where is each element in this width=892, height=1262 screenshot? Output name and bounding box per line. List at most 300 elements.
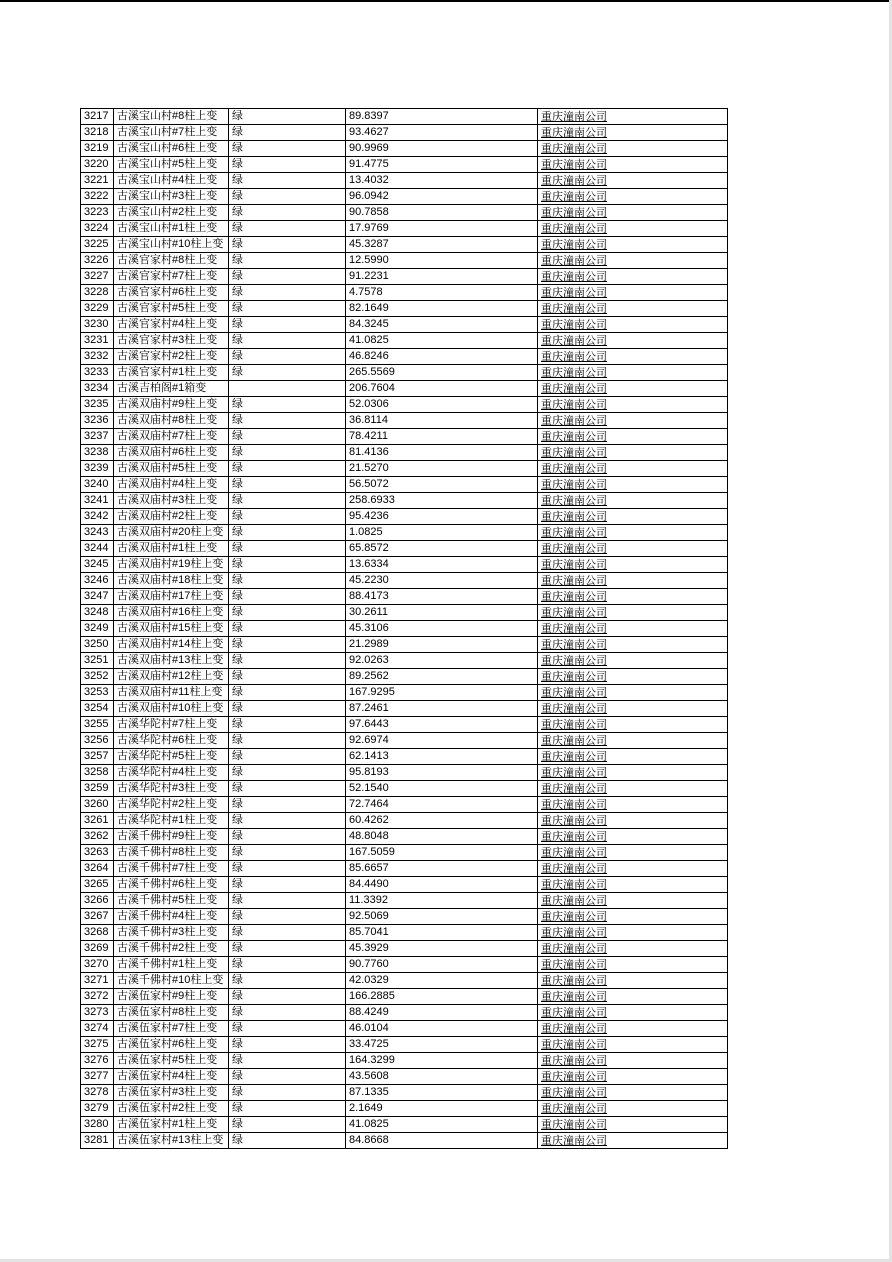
company-cell[interactable]: 重庆潼南公司 [538,1053,728,1069]
row-id-cell[interactable]: 3220 [81,157,114,173]
value-cell[interactable]: 36.8114 [346,413,538,429]
company-cell[interactable]: 重庆潼南公司 [538,141,728,157]
row-id-cell[interactable]: 3233 [81,365,114,381]
row-id-cell[interactable]: 3244 [81,541,114,557]
row-id-cell[interactable]: 3272 [81,989,114,1005]
company-cell[interactable]: 重庆潼南公司 [538,573,728,589]
row-id-cell[interactable]: 3267 [81,909,114,925]
row-id-cell[interactable]: 3279 [81,1101,114,1117]
value-cell[interactable]: 46.8246 [346,349,538,365]
station-name-cell[interactable]: 古溪宝山村#2柱上变 [114,205,229,221]
company-cell[interactable]: 重庆潼南公司 [538,189,728,205]
value-cell[interactable]: 81.4136 [346,445,538,461]
company-cell[interactable]: 重庆潼南公司 [538,237,728,253]
row-id-cell[interactable]: 3278 [81,1085,114,1101]
value-cell[interactable]: 82.1649 [346,301,538,317]
status-cell[interactable]: 绿 [229,301,346,317]
row-id-cell[interactable]: 3232 [81,349,114,365]
value-cell[interactable]: 84.3245 [346,317,538,333]
status-cell[interactable]: 绿 [229,733,346,749]
company-cell[interactable]: 重庆潼南公司 [538,1021,728,1037]
status-cell[interactable]: 绿 [229,125,346,141]
row-id-cell[interactable]: 3252 [81,669,114,685]
station-name-cell[interactable]: 古溪伍家村#9柱上变 [114,989,229,1005]
row-id-cell[interactable]: 3221 [81,173,114,189]
station-name-cell[interactable]: 古溪宝山村#5柱上变 [114,157,229,173]
value-cell[interactable]: 89.8397 [346,109,538,125]
status-cell[interactable]: 绿 [229,365,346,381]
row-id-cell[interactable]: 3235 [81,397,114,413]
company-cell[interactable]: 重庆潼南公司 [538,429,728,445]
status-cell[interactable]: 绿 [229,109,346,125]
status-cell[interactable]: 绿 [229,541,346,557]
station-name-cell[interactable]: 古溪千佛村#6柱上变 [114,877,229,893]
company-cell[interactable]: 重庆潼南公司 [538,477,728,493]
station-name-cell[interactable]: 古溪宝山村#1柱上变 [114,221,229,237]
status-cell[interactable] [229,381,346,397]
status-cell[interactable]: 绿 [229,765,346,781]
station-name-cell[interactable]: 古溪千佛村#7柱上变 [114,861,229,877]
company-cell[interactable]: 重庆潼南公司 [538,333,728,349]
company-cell[interactable]: 重庆潼南公司 [538,989,728,1005]
row-id-cell[interactable]: 3251 [81,653,114,669]
status-cell[interactable]: 绿 [229,605,346,621]
status-cell[interactable]: 绿 [229,1117,346,1133]
row-id-cell[interactable]: 3230 [81,317,114,333]
row-id-cell[interactable]: 3280 [81,1117,114,1133]
station-name-cell[interactable]: 古溪伍家村#4柱上变 [114,1069,229,1085]
status-cell[interactable]: 绿 [229,893,346,909]
station-name-cell[interactable]: 古溪官家村#5柱上变 [114,301,229,317]
station-name-cell[interactable]: 古溪伍家村#5柱上变 [114,1053,229,1069]
value-cell[interactable]: 42.0329 [346,973,538,989]
value-cell[interactable]: 93.4627 [346,125,538,141]
row-id-cell[interactable]: 3248 [81,605,114,621]
row-id-cell[interactable]: 3238 [81,445,114,461]
row-id-cell[interactable]: 3273 [81,1005,114,1021]
status-cell[interactable]: 绿 [229,957,346,973]
station-name-cell[interactable]: 古溪千佛村#1柱上变 [114,957,229,973]
station-name-cell[interactable]: 古溪华陀村#7柱上变 [114,717,229,733]
company-cell[interactable]: 重庆潼南公司 [538,157,728,173]
status-cell[interactable]: 绿 [229,797,346,813]
value-cell[interactable]: 87.2461 [346,701,538,717]
row-id-cell[interactable]: 3247 [81,589,114,605]
station-name-cell[interactable]: 古溪华陀村#5柱上变 [114,749,229,765]
station-name-cell[interactable]: 古溪华陀村#1柱上变 [114,813,229,829]
station-name-cell[interactable]: 古溪宝山村#3柱上变 [114,189,229,205]
row-id-cell[interactable]: 3219 [81,141,114,157]
value-cell[interactable]: 91.2231 [346,269,538,285]
company-cell[interactable]: 重庆潼南公司 [538,749,728,765]
value-cell[interactable]: 17.9769 [346,221,538,237]
station-name-cell[interactable]: 古溪千佛村#8柱上变 [114,845,229,861]
value-cell[interactable]: 62.1413 [346,749,538,765]
value-cell[interactable]: 13.4032 [346,173,538,189]
value-cell[interactable]: 91.4775 [346,157,538,173]
station-name-cell[interactable]: 古溪双庙村#5柱上变 [114,461,229,477]
status-cell[interactable]: 绿 [229,397,346,413]
row-id-cell[interactable]: 3226 [81,253,114,269]
row-id-cell[interactable]: 3239 [81,461,114,477]
value-cell[interactable]: 258.6933 [346,493,538,509]
row-id-cell[interactable]: 3265 [81,877,114,893]
row-id-cell[interactable]: 3241 [81,493,114,509]
company-cell[interactable]: 重庆潼南公司 [538,605,728,621]
value-cell[interactable]: 4.7578 [346,285,538,301]
station-name-cell[interactable]: 古溪官家村#1柱上变 [114,365,229,381]
station-name-cell[interactable]: 古溪伍家村#2柱上变 [114,1101,229,1117]
status-cell[interactable]: 绿 [229,1037,346,1053]
row-id-cell[interactable]: 3253 [81,685,114,701]
row-id-cell[interactable]: 3246 [81,573,114,589]
company-cell[interactable]: 重庆潼南公司 [538,829,728,845]
status-cell[interactable]: 绿 [229,813,346,829]
status-cell[interactable]: 绿 [229,909,346,925]
status-cell[interactable]: 绿 [229,589,346,605]
status-cell[interactable]: 绿 [229,973,346,989]
row-id-cell[interactable]: 3255 [81,717,114,733]
status-cell[interactable]: 绿 [229,1085,346,1101]
row-id-cell[interactable]: 3264 [81,861,114,877]
value-cell[interactable]: 90.7858 [346,205,538,221]
status-cell[interactable]: 绿 [229,749,346,765]
value-cell[interactable]: 90.7760 [346,957,538,973]
row-id-cell[interactable]: 3257 [81,749,114,765]
status-cell[interactable]: 绿 [229,701,346,717]
value-cell[interactable]: 46.0104 [346,1021,538,1037]
company-cell[interactable]: 重庆潼南公司 [538,733,728,749]
status-cell[interactable]: 绿 [229,445,346,461]
station-name-cell[interactable]: 古溪千佛村#2柱上变 [114,941,229,957]
company-cell[interactable]: 重庆潼南公司 [538,1085,728,1101]
row-id-cell[interactable]: 3263 [81,845,114,861]
company-cell[interactable]: 重庆潼南公司 [538,509,728,525]
value-cell[interactable]: 84.4490 [346,877,538,893]
status-cell[interactable]: 绿 [229,669,346,685]
company-cell[interactable]: 重庆潼南公司 [538,653,728,669]
station-name-cell[interactable]: 古溪双庙村#1柱上变 [114,541,229,557]
company-cell[interactable]: 重庆潼南公司 [538,397,728,413]
company-cell[interactable]: 重庆潼南公司 [538,1069,728,1085]
station-name-cell[interactable]: 古溪双庙村#6柱上变 [114,445,229,461]
company-cell[interactable]: 重庆潼南公司 [538,701,728,717]
status-cell[interactable]: 绿 [229,429,346,445]
station-name-cell[interactable]: 古溪双庙村#18柱上变 [114,573,229,589]
value-cell[interactable]: 65.8572 [346,541,538,557]
row-id-cell[interactable]: 3222 [81,189,114,205]
row-id-cell[interactable]: 3260 [81,797,114,813]
status-cell[interactable]: 绿 [229,509,346,525]
row-id-cell[interactable]: 3225 [81,237,114,253]
station-name-cell[interactable]: 古溪双庙村#10柱上变 [114,701,229,717]
value-cell[interactable]: 87.1335 [346,1085,538,1101]
row-id-cell[interactable]: 3261 [81,813,114,829]
status-cell[interactable]: 绿 [229,653,346,669]
value-cell[interactable]: 97.6443 [346,717,538,733]
row-id-cell[interactable]: 3266 [81,893,114,909]
company-cell[interactable]: 重庆潼南公司 [538,909,728,925]
status-cell[interactable]: 绿 [229,333,346,349]
value-cell[interactable]: 21.5270 [346,461,538,477]
row-id-cell[interactable]: 3271 [81,973,114,989]
value-cell[interactable]: 45.3287 [346,237,538,253]
station-name-cell[interactable]: 古溪宝山村#6柱上变 [114,141,229,157]
value-cell[interactable]: 41.0825 [346,333,538,349]
row-id-cell[interactable]: 3259 [81,781,114,797]
company-cell[interactable]: 重庆潼南公司 [538,205,728,221]
company-cell[interactable]: 重庆潼南公司 [538,493,728,509]
station-name-cell[interactable]: 古溪伍家村#1柱上变 [114,1117,229,1133]
status-cell[interactable]: 绿 [229,141,346,157]
station-name-cell[interactable]: 古溪官家村#2柱上变 [114,349,229,365]
station-name-cell[interactable]: 古溪双庙村#4柱上变 [114,477,229,493]
status-cell[interactable]: 绿 [229,877,346,893]
company-cell[interactable]: 重庆潼南公司 [538,461,728,477]
row-id-cell[interactable]: 3276 [81,1053,114,1069]
status-cell[interactable]: 绿 [229,925,346,941]
company-cell[interactable]: 重庆潼南公司 [538,925,728,941]
row-id-cell[interactable]: 3224 [81,221,114,237]
station-name-cell[interactable]: 古溪宝山村#8柱上变 [114,109,229,125]
value-cell[interactable]: 96.0942 [346,189,538,205]
company-cell[interactable]: 重庆潼南公司 [538,781,728,797]
company-cell[interactable]: 重庆潼南公司 [538,717,728,733]
row-id-cell[interactable]: 3231 [81,333,114,349]
row-id-cell[interactable]: 3245 [81,557,114,573]
company-cell[interactable]: 重庆潼南公司 [538,109,728,125]
row-id-cell[interactable]: 3217 [81,109,114,125]
status-cell[interactable]: 绿 [229,573,346,589]
company-cell[interactable]: 重庆潼南公司 [538,1117,728,1133]
station-name-cell[interactable]: 古溪双庙村#20柱上变 [114,525,229,541]
value-cell[interactable]: 167.5059 [346,845,538,861]
status-cell[interactable]: 绿 [229,413,346,429]
status-cell[interactable]: 绿 [229,1133,346,1149]
row-id-cell[interactable]: 3269 [81,941,114,957]
row-id-cell[interactable]: 3227 [81,269,114,285]
station-name-cell[interactable]: 古溪华陀村#2柱上变 [114,797,229,813]
company-cell[interactable]: 重庆潼南公司 [538,685,728,701]
status-cell[interactable]: 绿 [229,1069,346,1085]
station-name-cell[interactable]: 古溪官家村#7柱上变 [114,269,229,285]
status-cell[interactable]: 绿 [229,173,346,189]
company-cell[interactable]: 重庆潼南公司 [538,765,728,781]
station-name-cell[interactable]: 古溪华陀村#4柱上变 [114,765,229,781]
value-cell[interactable]: 33.4725 [346,1037,538,1053]
row-id-cell[interactable]: 3256 [81,733,114,749]
status-cell[interactable]: 绿 [229,557,346,573]
company-cell[interactable]: 重庆潼南公司 [538,365,728,381]
value-cell[interactable]: 89.2562 [346,669,538,685]
station-name-cell[interactable]: 古溪宝山村#7柱上变 [114,125,229,141]
value-cell[interactable]: 12.5990 [346,253,538,269]
company-cell[interactable]: 重庆潼南公司 [538,221,728,237]
station-name-cell[interactable]: 古溪双庙村#17柱上变 [114,589,229,605]
company-cell[interactable]: 重庆潼南公司 [538,285,728,301]
status-cell[interactable]: 绿 [229,989,346,1005]
station-name-cell[interactable]: 古溪千佛村#9柱上变 [114,829,229,845]
status-cell[interactable]: 绿 [229,781,346,797]
value-cell[interactable]: 78.4211 [346,429,538,445]
station-name-cell[interactable]: 古溪双庙村#15柱上变 [114,621,229,637]
row-id-cell[interactable]: 3275 [81,1037,114,1053]
station-name-cell[interactable]: 古溪伍家村#7柱上变 [114,1021,229,1037]
company-cell[interactable]: 重庆潼南公司 [538,173,728,189]
company-cell[interactable]: 重庆潼南公司 [538,941,728,957]
row-id-cell[interactable]: 3270 [81,957,114,973]
company-cell[interactable]: 重庆潼南公司 [538,269,728,285]
station-name-cell[interactable]: 古溪双庙村#7柱上变 [114,429,229,445]
value-cell[interactable]: 85.7041 [346,925,538,941]
value-cell[interactable]: 92.5069 [346,909,538,925]
row-id-cell[interactable]: 3236 [81,413,114,429]
company-cell[interactable]: 重庆潼南公司 [538,541,728,557]
station-name-cell[interactable]: 古溪华陀村#3柱上变 [114,781,229,797]
company-cell[interactable]: 重庆潼南公司 [538,1005,728,1021]
company-cell[interactable]: 重庆潼南公司 [538,957,728,973]
company-cell[interactable]: 重庆潼南公司 [538,445,728,461]
company-cell[interactable]: 重庆潼南公司 [538,301,728,317]
company-cell[interactable]: 重庆潼南公司 [538,893,728,909]
company-cell[interactable]: 重庆潼南公司 [538,861,728,877]
row-id-cell[interactable]: 3262 [81,829,114,845]
status-cell[interactable]: 绿 [229,1021,346,1037]
status-cell[interactable]: 绿 [229,189,346,205]
company-cell[interactable]: 重庆潼南公司 [538,381,728,397]
station-name-cell[interactable]: 古溪千佛村#4柱上变 [114,909,229,925]
status-cell[interactable]: 绿 [229,1053,346,1069]
row-id-cell[interactable]: 3250 [81,637,114,653]
value-cell[interactable]: 72.7464 [346,797,538,813]
row-id-cell[interactable]: 3229 [81,301,114,317]
company-cell[interactable]: 重庆潼南公司 [538,669,728,685]
row-id-cell[interactable]: 3249 [81,621,114,637]
status-cell[interactable]: 绿 [229,525,346,541]
station-name-cell[interactable]: 古溪伍家村#3柱上变 [114,1085,229,1101]
status-cell[interactable]: 绿 [229,637,346,653]
station-name-cell[interactable]: 古溪官家村#6柱上变 [114,285,229,301]
company-cell[interactable]: 重庆潼南公司 [538,589,728,605]
station-name-cell[interactable]: 古溪双庙村#14柱上变 [114,637,229,653]
station-name-cell[interactable]: 古溪官家村#3柱上变 [114,333,229,349]
row-id-cell[interactable]: 3237 [81,429,114,445]
company-cell[interactable]: 重庆潼南公司 [538,317,728,333]
value-cell[interactable]: 13.6334 [346,557,538,573]
status-cell[interactable]: 绿 [229,461,346,477]
company-cell[interactable]: 重庆潼南公司 [538,349,728,365]
station-name-cell[interactable]: 古溪华陀村#6柱上变 [114,733,229,749]
status-cell[interactable]: 绿 [229,845,346,861]
station-name-cell[interactable]: 古溪吉柏阁#1箱变 [114,381,229,397]
company-cell[interactable]: 重庆潼南公司 [538,525,728,541]
company-cell[interactable]: 重庆潼南公司 [538,845,728,861]
value-cell[interactable]: 45.3929 [346,941,538,957]
company-cell[interactable]: 重庆潼南公司 [538,1101,728,1117]
status-cell[interactable]: 绿 [229,157,346,173]
status-cell[interactable]: 绿 [229,221,346,237]
station-name-cell[interactable]: 古溪千佛村#5柱上变 [114,893,229,909]
value-cell[interactable]: 206.7604 [346,381,538,397]
station-name-cell[interactable]: 古溪宝山村#4柱上变 [114,173,229,189]
row-id-cell[interactable]: 3258 [81,765,114,781]
status-cell[interactable]: 绿 [229,237,346,253]
row-id-cell[interactable]: 3218 [81,125,114,141]
status-cell[interactable]: 绿 [229,317,346,333]
row-id-cell[interactable]: 3242 [81,509,114,525]
company-cell[interactable]: 重庆潼南公司 [538,557,728,573]
status-cell[interactable]: 绿 [229,1005,346,1021]
status-cell[interactable]: 绿 [229,941,346,957]
value-cell[interactable]: 166.2885 [346,989,538,1005]
value-cell[interactable]: 95.4236 [346,509,538,525]
station-name-cell[interactable]: 古溪千佛村#3柱上变 [114,925,229,941]
company-cell[interactable]: 重庆潼南公司 [538,813,728,829]
row-id-cell[interactable]: 3234 [81,381,114,397]
row-id-cell[interactable]: 3268 [81,925,114,941]
station-name-cell[interactable]: 古溪双庙村#8柱上变 [114,413,229,429]
row-id-cell[interactable]: 3281 [81,1133,114,1149]
company-cell[interactable]: 重庆潼南公司 [538,125,728,141]
company-cell[interactable]: 重庆潼南公司 [538,1037,728,1053]
status-cell[interactable]: 绿 [229,685,346,701]
company-cell[interactable]: 重庆潼南公司 [538,1133,728,1149]
status-cell[interactable]: 绿 [229,253,346,269]
value-cell[interactable]: 95.8193 [346,765,538,781]
station-name-cell[interactable]: 古溪双庙村#12柱上变 [114,669,229,685]
value-cell[interactable]: 88.4173 [346,589,538,605]
station-name-cell[interactable]: 古溪双庙村#19柱上变 [114,557,229,573]
value-cell[interactable]: 45.2230 [346,573,538,589]
value-cell[interactable]: 45.3106 [346,621,538,637]
station-name-cell[interactable]: 古溪官家村#4柱上变 [114,317,229,333]
station-name-cell[interactable]: 古溪伍家村#6柱上变 [114,1037,229,1053]
value-cell[interactable]: 41.0825 [346,1117,538,1133]
status-cell[interactable]: 绿 [229,349,346,365]
value-cell[interactable]: 88.4249 [346,1005,538,1021]
status-cell[interactable]: 绿 [229,717,346,733]
row-id-cell[interactable]: 3277 [81,1069,114,1085]
station-name-cell[interactable]: 古溪双庙村#13柱上变 [114,653,229,669]
row-id-cell[interactable]: 3240 [81,477,114,493]
status-cell[interactable]: 绿 [229,829,346,845]
value-cell[interactable]: 43.5608 [346,1069,538,1085]
value-cell[interactable]: 85.6657 [346,861,538,877]
value-cell[interactable]: 30.2611 [346,605,538,621]
company-cell[interactable]: 重庆潼南公司 [538,877,728,893]
value-cell[interactable]: 90.9969 [346,141,538,157]
value-cell[interactable]: 52.1540 [346,781,538,797]
row-id-cell[interactable]: 3223 [81,205,114,221]
row-id-cell[interactable]: 3243 [81,525,114,541]
value-cell[interactable]: 11.3392 [346,893,538,909]
station-name-cell[interactable]: 古溪伍家村#13柱上变 [114,1133,229,1149]
value-cell[interactable]: 1.0825 [346,525,538,541]
status-cell[interactable]: 绿 [229,621,346,637]
station-name-cell[interactable]: 古溪千佛村#10柱上变 [114,973,229,989]
row-id-cell[interactable]: 3228 [81,285,114,301]
value-cell[interactable]: 92.0263 [346,653,538,669]
value-cell[interactable]: 2.1649 [346,1101,538,1117]
status-cell[interactable]: 绿 [229,861,346,877]
station-name-cell[interactable]: 古溪双庙村#16柱上变 [114,605,229,621]
value-cell[interactable]: 52.0306 [346,397,538,413]
row-id-cell[interactable]: 3274 [81,1021,114,1037]
station-name-cell[interactable]: 古溪双庙村#9柱上变 [114,397,229,413]
status-cell[interactable]: 绿 [229,1101,346,1117]
value-cell[interactable]: 21.2989 [346,637,538,653]
company-cell[interactable]: 重庆潼南公司 [538,637,728,653]
